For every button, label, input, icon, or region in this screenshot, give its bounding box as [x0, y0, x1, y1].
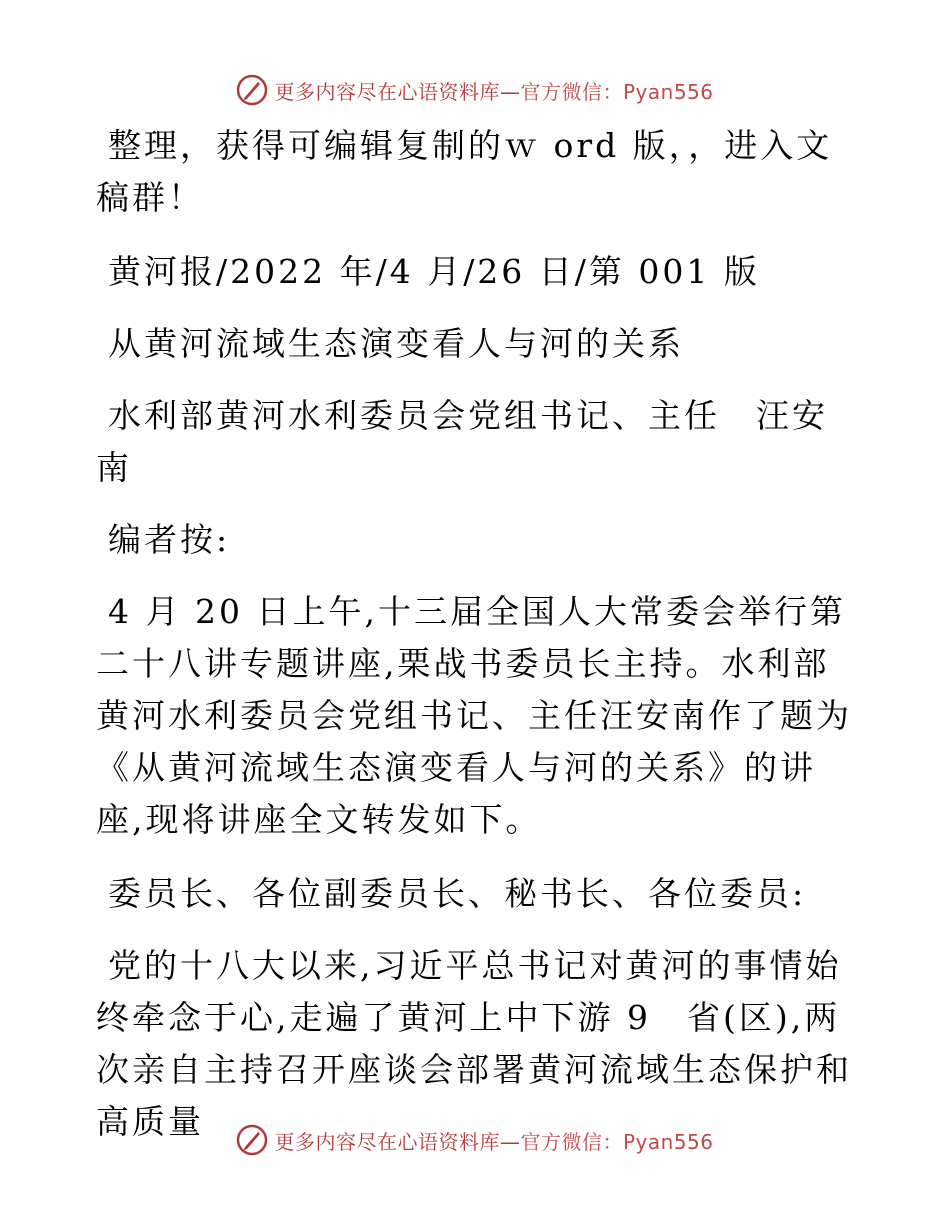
- watermark-brand: 更多内容尽在心语资料库: [274, 79, 500, 104]
- editor-note-label: 编者按:: [108, 520, 231, 559]
- quill-pen-logo-icon: [236, 1124, 268, 1156]
- watermark-text: [274, 76, 713, 105]
- author-line: 水利部黄河水利委员会党组书记、主任 汪安南: [96, 396, 828, 487]
- intro-paragraph: 整理，获得可编辑复制的ｗ ord 版，，进入文稿群！: [96, 126, 833, 217]
- watermark-text: [274, 1126, 713, 1155]
- watermark-header: [0, 70, 950, 110]
- newspaper-source: 黄河报/2022 年/4 月/26 日/第 001 版: [108, 252, 760, 291]
- watermark-separator: —: [499, 79, 521, 104]
- watermark-separator: —: [499, 1129, 521, 1154]
- article-title: 从黄河流域生态演变看人与河的关系: [108, 324, 684, 363]
- watermark-wechat-id: Pyan556: [622, 1129, 714, 1154]
- editor-note-paragraph: 4 月 20 日上午,十三届全国人大常委会举行第二十八讲专题讲座,栗战书委员长主持。水利部黄河水利委员会党组书记、主任汪安南作了题为《从黄河流域生态演变看人与河的关系》的讲座,现将讲座全文转发如下。: [96, 592, 852, 839]
- body-paragraph: 党的十八大以来,习近平总书记对黄河的事情始终牵念于心,走遍了黄河上中下游 9 省(区),两次亲自主持召开座谈会部署黄河流域生态保护和高质量: [96, 946, 852, 1141]
- watermark-wechat-label: 官方微信：: [520, 79, 623, 104]
- watermark-brand: 更多内容尽在心语资料库: [274, 1129, 500, 1154]
- quill-pen-logo-icon: [236, 74, 268, 106]
- watermark-wechat-id: Pyan556: [622, 79, 714, 104]
- salutation: 委员长、各位副委员长、秘书长、各位委员:: [108, 874, 807, 913]
- watermark-footer: [0, 1120, 950, 1160]
- watermark-wechat-label: 官方微信：: [520, 1129, 623, 1154]
- document-body: [96, 120, 856, 1170]
